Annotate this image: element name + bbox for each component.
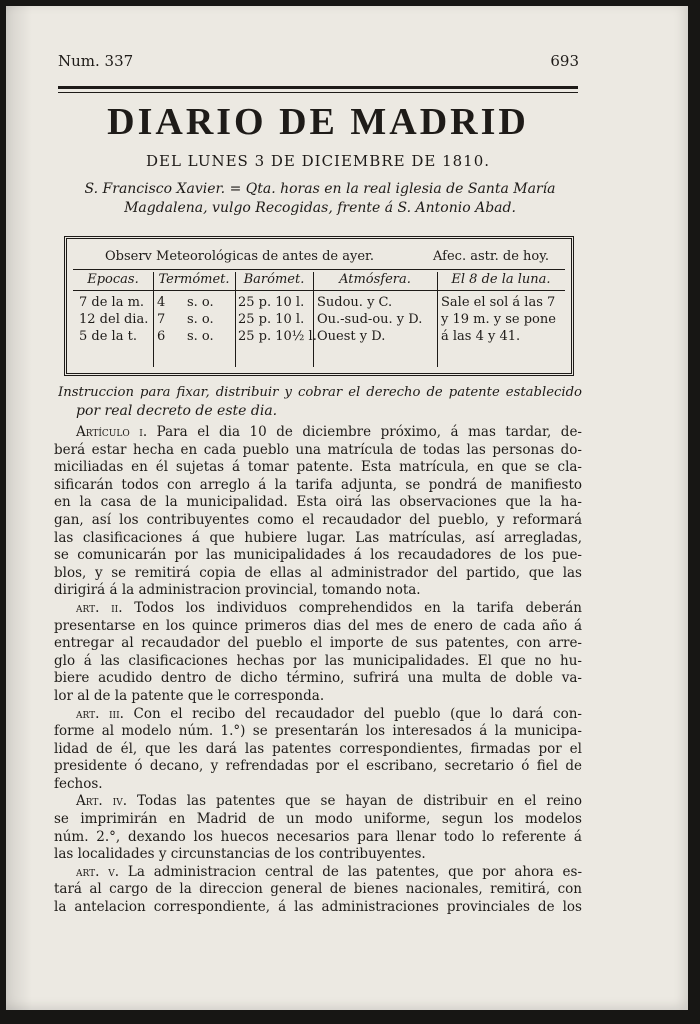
col-epocas xyxy=(73,272,153,367)
term-value: 7 xyxy=(157,312,166,327)
article-label: art. ii. xyxy=(76,599,123,616)
masthead-top xyxy=(58,52,579,76)
astro-line: Sale el sol á las 7 xyxy=(441,295,556,310)
article-line: dirigirá á la administracion provincial, tomando nota. xyxy=(54,582,421,599)
masthead-rule-thin xyxy=(58,92,578,93)
article-line: se imprimirán en Madrid de un modo uniforme, segun los modelos xyxy=(54,811,582,828)
article-line: blos, y se remitirá copia de ellas al administrador del partido, que las xyxy=(54,564,582,581)
article-line xyxy=(54,600,582,618)
article-line: glo á las clasificaciones hechas por las municipalidades. El que no hu- xyxy=(54,652,582,669)
term-value: 6 xyxy=(157,329,166,344)
lede-line: por real decreto de este dia. xyxy=(76,402,278,419)
col-atmosfera xyxy=(313,272,437,367)
epoca-cell: 7 de la m. xyxy=(79,295,145,310)
article-line: sificarán todos con arreglo á la tarifa adjunta, se pondrá de manifiesto xyxy=(54,476,582,493)
masthead-rule-thick xyxy=(58,86,578,89)
article-text: La administracion central de las patentes, que por ahora es- xyxy=(127,863,582,880)
article-text: Todos los individuos comprehendidos en la tarifa deberán xyxy=(134,599,582,616)
article-label: Art. iv. xyxy=(76,793,128,810)
saint-notice: S. Francisco Xavier. = Qta. horas en la real iglesia de Santa María Magdalena, vulgo Recogidas, frente á S. Antonio Abad. xyxy=(84,181,556,216)
article-line: se comunicarán por las municipalidades á los recaudadores de los pue- xyxy=(54,547,582,564)
weather-table xyxy=(64,236,574,376)
article-line: presidente ó decano, y refrendadas por el escribano, secretario ó fiel de xyxy=(54,758,582,775)
article-line xyxy=(54,793,582,811)
article-line: entregar al recaudador del pueblo el importe de sus patentes, con arre- xyxy=(54,635,582,652)
atmosfera-cell: Ou.-sud-ou. y D. xyxy=(317,312,423,327)
article-line: berá estar hecha en cada pueblo una matrícula de todas las personas do- xyxy=(54,441,582,458)
article-label: art. v. xyxy=(76,863,120,880)
newspaper-title: DIARIO DE MADRID xyxy=(107,101,529,143)
article-text: Todas las patentes que se hayan de distribuir en el reino xyxy=(137,793,582,810)
article-line: la antelacion correspondiente, á las administraciones provinciales de los xyxy=(54,899,582,916)
astro-line: y 19 m. y se pone xyxy=(441,312,556,327)
term-unit: s. o. xyxy=(187,329,214,344)
termometro-cell xyxy=(153,328,235,345)
term-value: 4 xyxy=(157,295,166,310)
article-line xyxy=(54,424,582,442)
article-line: miciliadas en él sujetas á tomar patente. Esta matrícula, en que se cla- xyxy=(54,459,582,476)
barometro-cell: 25 p. 10 l. xyxy=(238,295,305,310)
term-unit: s. o. xyxy=(187,312,214,327)
weather-heading-left: Observ Meteorológicas de antes de ayer. xyxy=(105,249,374,264)
weather-heading-rule xyxy=(73,269,565,270)
termometro-cell xyxy=(153,311,235,328)
weather-table-heading xyxy=(67,249,571,267)
col-barometro xyxy=(235,272,317,367)
article-body xyxy=(54,424,582,917)
date-line: DEL LUNES 3 DE DICIEMBRE DE 1810. xyxy=(145,152,491,170)
article-line: las localidades y circunstancias de los contribuyentes. xyxy=(54,846,426,863)
article-line: forme al modelo núm. 1.°) se presentarán los interesados á la municipa- xyxy=(54,723,582,740)
article-label: Artículo i. xyxy=(76,424,148,440)
weather-columns xyxy=(73,272,565,367)
epoca-cell: 12 del dia. xyxy=(79,312,149,327)
page-binding-shadow xyxy=(6,6,32,1010)
lede-line: Instruccion para fixar, distribuir y cobrar el derecho de patente establecido xyxy=(58,385,582,400)
term-unit: s. o. xyxy=(187,295,214,310)
termometro-cell xyxy=(153,294,235,311)
newspaper-page xyxy=(6,6,688,1010)
article-line: núm. 2.°, dexando los huecos necesarios para llenar todo lo referente á xyxy=(54,828,582,845)
article-line xyxy=(54,706,582,724)
article-line: tará al cargo de la direccion general de bienes nacionales, remitirá, con xyxy=(54,881,582,898)
barometro-cell: 25 p. 10 l. xyxy=(238,312,305,327)
col-termometro xyxy=(153,272,235,367)
barometro-cell: 25 p. 10½ l. xyxy=(238,329,317,344)
instruction-heading xyxy=(58,384,582,419)
article-text: Con el recibo del recaudador del pueblo (que lo dará con- xyxy=(133,705,582,722)
col-atmosfera-header: Atmósfera. xyxy=(313,272,437,291)
atmosfera-cell: Sudou. y C. xyxy=(317,295,393,310)
article-line: fechos. xyxy=(54,775,103,792)
col-termometro-header: Termómet. xyxy=(153,272,235,291)
article-label: art. iii. xyxy=(76,705,124,722)
article-text: Para el dia 10 de diciembre próximo, á mas tardar, de- xyxy=(156,424,582,440)
article-line: presentarse en los quince primeros dias del mes de enero de cada año á xyxy=(54,617,582,634)
article-line: biere acudido dentro de dicho término, sufrirá una multa de doble va- xyxy=(54,670,582,687)
astro-line: á las 4 y 41. xyxy=(441,329,521,344)
col-epocas-header: Epocas. xyxy=(73,272,153,291)
weather-heading-right: Afec. astr. de hoy. xyxy=(433,249,550,264)
article-line: lidad de él, que les dará las patentes correspondientes, firmadas por el xyxy=(54,740,582,757)
article-line xyxy=(54,864,582,882)
article-line: las clasificaciones á que hubiere lugar. Las matrículas, así arregladas, xyxy=(54,529,582,546)
atmosfera-cell: Ouest y D. xyxy=(317,329,386,344)
col-luna-header: El 8 de la luna. xyxy=(437,272,565,291)
col-luna xyxy=(437,272,565,367)
article-line: lor al de la patente que le corresponda. xyxy=(54,687,325,704)
issue-number: Num. 337 xyxy=(58,52,134,70)
article-line: gan, así los contribuyentes como el recaudador del pueblo, y reformará xyxy=(54,511,582,528)
epoca-cell: 5 de la t. xyxy=(79,329,137,344)
page-number: 693 xyxy=(550,52,579,70)
article-line: en la casa de la municipalidad. Esta oirá las observaciones que la ha- xyxy=(54,494,582,511)
col-barometro-header: Barómet. xyxy=(235,272,313,291)
